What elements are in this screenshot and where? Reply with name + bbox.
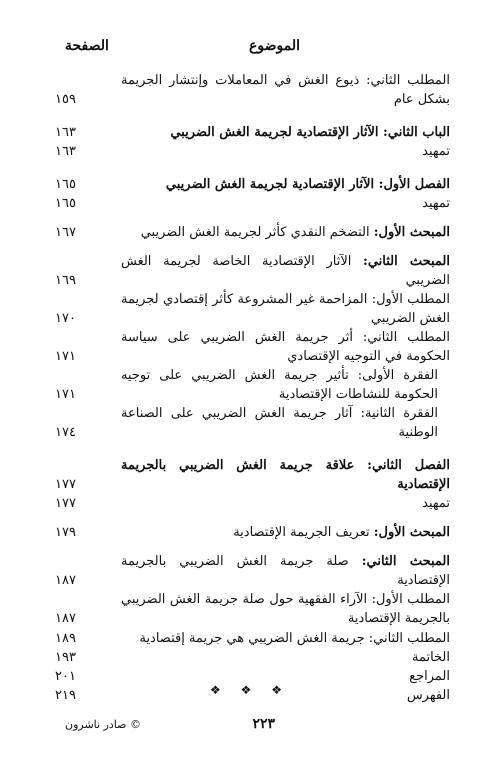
entry-page-number: ١٨٩ — [55, 631, 76, 646]
entry-text: تمهيد — [422, 144, 450, 159]
entry-page-number: ١٧٧ — [55, 496, 76, 511]
entry-text: الفصل الثاني: علاقة جريمة الغش الضريبي بالجريمة الإقتصادية — [121, 458, 450, 492]
toc-entry[interactable] — [55, 252, 450, 290]
entry-text: الباب الثاني: الآثار الإقتصادية لجريمة الغش الضريبي — [170, 125, 450, 140]
entry-text: المبحث الأول: التضخم النقدي كأثر لجريمة الغش الضريبي — [140, 225, 450, 240]
toc-entry[interactable] — [55, 648, 450, 667]
toc-entry[interactable] — [55, 366, 450, 404]
entry-page-number: ١٧٠ — [55, 311, 76, 326]
entry-page-number: ١٧٧ — [55, 477, 76, 492]
toc-entry[interactable] — [55, 552, 450, 590]
entry-text: المطلب الثاني: ذيوع الغش في المعاملات وإنتشار الجريمة بشكل عام — [121, 73, 450, 107]
entry-text: المطلب الثاني: جريمة الغش الضريبي هي جريمة إقتصادية — [139, 631, 450, 646]
page-column-heading: الصفحة — [65, 38, 109, 54]
toc-entry[interactable] — [55, 123, 450, 142]
entry-page-number: ١٦٣ — [55, 144, 76, 159]
toc-header — [55, 38, 450, 62]
entry-text: المراجع — [409, 669, 450, 684]
entry-text: تمهيد — [422, 196, 450, 211]
entry-text: تمهيد — [422, 496, 450, 511]
toc-entry[interactable] — [55, 494, 450, 513]
section-end-ornament: ❖ ❖ ❖ — [210, 683, 290, 697]
entry-text: الفقرة الأولى: تأثير جريمة الغش الضريبي على توجيه الحكومة للنشاطات الإقتصادية — [121, 368, 438, 402]
entry-page-number: ١٧١ — [55, 349, 76, 364]
entry-page-number: ١٧٤ — [55, 425, 76, 440]
entry-page-number: ١٨٧ — [55, 611, 76, 626]
toc-entry[interactable] — [55, 142, 450, 161]
page-footer — [55, 716, 450, 736]
entry-page-number: ٢٠١ — [55, 669, 76, 684]
entry-text: المطلب الأول: المزاحمة غير المشروعة كأثر إقتصادي لجريمة الغش الضريبي — [121, 292, 450, 326]
entry-text: الفهرس — [406, 688, 450, 703]
page-number: ٢٢٣ — [252, 716, 275, 732]
entry-page-number: ١٦٩ — [55, 273, 76, 288]
toc-entry[interactable] — [55, 71, 450, 109]
entry-page-number: ١٥٩ — [55, 92, 76, 107]
toc-entries — [55, 70, 450, 705]
entry-page-number: ١٧٩ — [55, 525, 76, 540]
entry-text: المطلب الأول: الآراء الفقهية حول صلة جريمة الغش الضريبي بالجريمة الإقتصادية — [121, 592, 450, 626]
toc-entry[interactable] — [55, 290, 450, 328]
entry-text: المبحث الثاني: الآثار الإقتصادية الخاصة لجريمة الغش الضريبي — [121, 254, 450, 288]
entry-page-number: ١٦٥ — [55, 196, 76, 211]
entry-page-number: ١٦٣ — [55, 125, 76, 140]
entry-text: الخاتمة — [411, 650, 450, 665]
toc-entry[interactable] — [55, 590, 450, 628]
entry-page-number: ١٧١ — [55, 387, 76, 402]
entry-text: المبحث الثاني: صلة جريمة الغش الضريبي بالجريمة الإقتصادية — [121, 554, 451, 588]
entry-text: الفقرة الثانية: آثار جريمة الغش الضريبي على الصناعة الوطنية — [121, 406, 438, 440]
publisher-credit: © صادر ناشرون — [65, 718, 141, 731]
entry-page-number: ١٨٧ — [55, 573, 76, 588]
toc-entry[interactable] — [55, 629, 450, 648]
entry-page-number: ٢١٩ — [55, 688, 76, 703]
entry-page-number: ١٦٧ — [55, 225, 76, 240]
entry-text: المطلب الثاني: أثر جريمة الغش الضريبي على سياسة الحكومة في التوجيه الإقتصادي — [121, 330, 450, 364]
toc-entry[interactable] — [55, 223, 450, 242]
toc-entry[interactable] — [55, 328, 450, 366]
toc-entry[interactable] — [55, 456, 450, 494]
entry-page-number: ١٩٣ — [55, 650, 76, 665]
entry-text: الفصل الأول: الآثار الإقتصادية لجريمة الغش الضريبي — [165, 177, 450, 192]
toc-entry[interactable] — [55, 175, 450, 194]
subject-column-heading: الموضوع — [249, 38, 300, 54]
entry-text: المبحث الأول: تعريف الجريمة الإقتصادية — [233, 525, 450, 540]
entry-page-number: ١٦٥ — [55, 177, 76, 192]
toc-entry[interactable] — [55, 404, 450, 442]
toc-entry[interactable] — [55, 194, 450, 213]
toc-entry[interactable] — [55, 523, 450, 542]
